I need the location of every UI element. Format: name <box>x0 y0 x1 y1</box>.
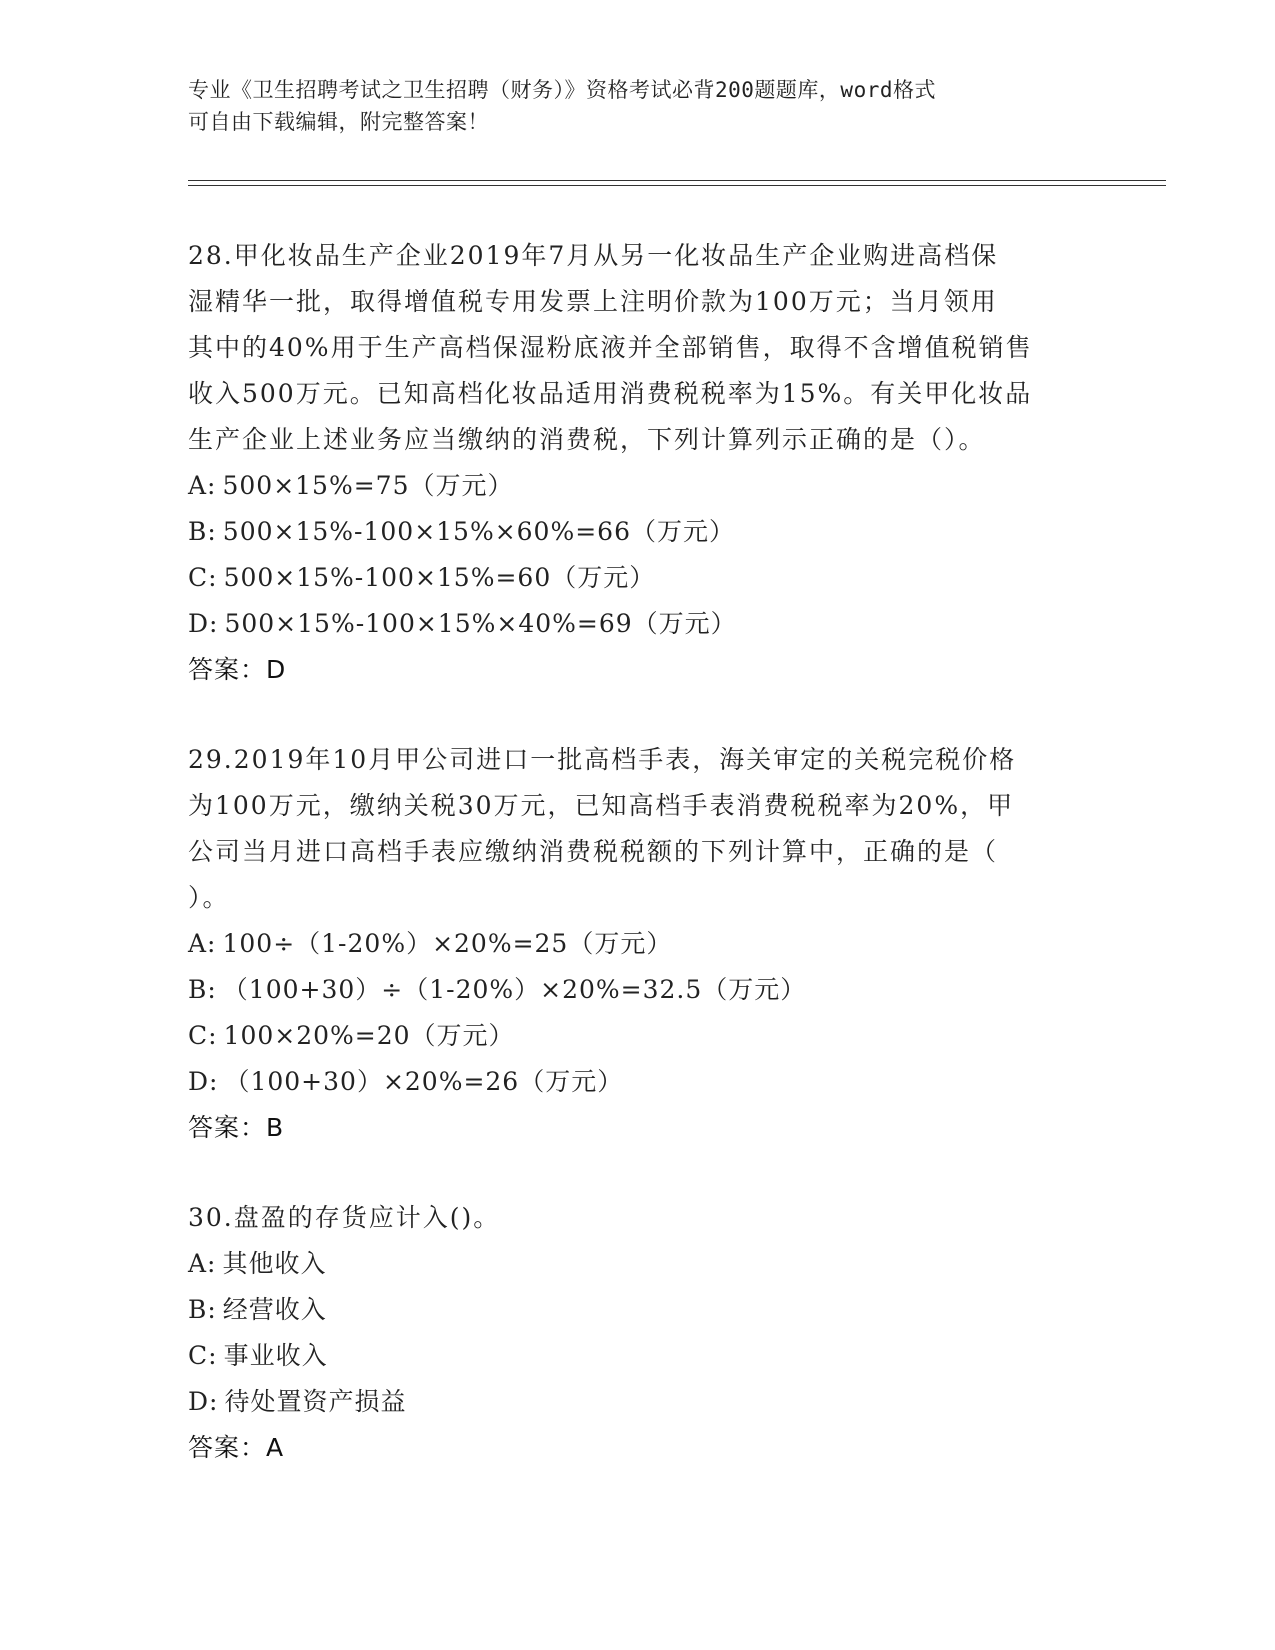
option-text: 500×15%-100×15%×60%=66（万元） <box>222 517 735 546</box>
option-d <box>188 1379 1108 1425</box>
question-29 <box>188 737 1108 1151</box>
option-letter: B: <box>188 975 217 1004</box>
option-text: 事业收入 <box>223 1341 328 1370</box>
question-30 <box>188 1195 1108 1471</box>
option-c <box>188 1013 1108 1059</box>
question-text-line: 公司当月进口高档手表应缴纳消费税税额的下列计算中，正确的是（ <box>188 837 999 866</box>
question-text-line: 28.甲化妆品生产企业2019年7月从另一化妆品生产企业购进高档保 <box>188 241 999 270</box>
option-letter: C: <box>188 563 218 592</box>
option-letter: A: <box>188 929 217 958</box>
option-text: 100÷（1-20%）×20%=25（万元） <box>222 929 673 958</box>
question-text-line: 为100万元，缴纳关税30万元，已知高档手表消费税税率为20%，甲 <box>188 791 1015 820</box>
option-letter: C: <box>188 1341 218 1370</box>
question-spacer <box>188 693 1108 737</box>
question-text-line: 生产企业上述业务应当缴纳的消费税，下列计算列示正确的是（）。 <box>188 425 986 454</box>
question-text-line: 湿精华一批，取得增值税专用发票上注明价款为100万元；当月领用 <box>188 287 998 316</box>
option-c <box>188 1333 1108 1379</box>
option-c <box>188 555 1108 601</box>
option-b <box>188 1287 1108 1333</box>
option-text: 经营收入 <box>222 1295 327 1324</box>
question-spacer <box>188 1151 1108 1195</box>
option-a <box>188 463 1108 509</box>
option-b <box>188 967 1108 1013</box>
option-text: （100+30）×20%=26（万元） <box>224 1067 624 1096</box>
document-header <box>188 74 1088 138</box>
option-letter: C: <box>188 1021 218 1050</box>
question-text-line: 其中的40%用于生产高档保湿粉底液并全部销售，取得不含增值税销售 <box>188 333 1033 362</box>
option-text: （100+30）÷（1-20%）×20%=32.5（万元） <box>222 975 807 1004</box>
option-d <box>188 601 1108 647</box>
option-b <box>188 509 1108 555</box>
option-text: 500×15%-100×15%×40%=69（万元） <box>224 609 737 638</box>
option-text: 500×15%=75（万元） <box>222 471 514 500</box>
question-text-line: ）。 <box>188 883 230 912</box>
question-28 <box>188 233 1108 693</box>
option-letter: D: <box>188 1387 219 1416</box>
question-text-line: 收入500万元。已知高档化妆品适用消费税税率为15%。有关甲化妆品 <box>188 379 1033 408</box>
header-line-1: 专业《卫生招聘考试之卫生招聘（财务）》资格考试必背200题题库，word格式 <box>188 78 936 102</box>
question-text-line: 29.2019年10月甲公司进口一批高档手表，海关审定的关税完税价格 <box>188 745 1017 774</box>
header-divider-bottom <box>188 185 1166 186</box>
question-text-line: 30.盘盈的存货应计入()。 <box>188 1203 501 1232</box>
option-letter: A: <box>188 471 217 500</box>
option-letter: D: <box>188 609 219 638</box>
option-letter: A: <box>188 1249 217 1278</box>
answer-line: 答案：D <box>188 655 287 684</box>
option-letter: B: <box>188 1295 217 1324</box>
option-text: 其他收入 <box>222 1249 327 1278</box>
header-divider-top <box>188 180 1166 181</box>
header-line-2: 可自由下载编辑，附完整答案！ <box>188 110 489 134</box>
option-a <box>188 921 1108 967</box>
answer-line: 答案：A <box>188 1433 285 1462</box>
option-d <box>188 1059 1108 1105</box>
option-text: 100×20%=20（万元） <box>223 1021 515 1050</box>
answer-line: 答案：B <box>188 1113 285 1142</box>
option-a <box>188 1241 1108 1287</box>
option-letter: D: <box>188 1067 219 1096</box>
option-text: 500×15%-100×15%=60（万元） <box>223 563 656 592</box>
option-letter: B: <box>188 517 217 546</box>
question-list <box>188 233 1108 1471</box>
option-text: 待处置资产损益 <box>224 1387 407 1416</box>
